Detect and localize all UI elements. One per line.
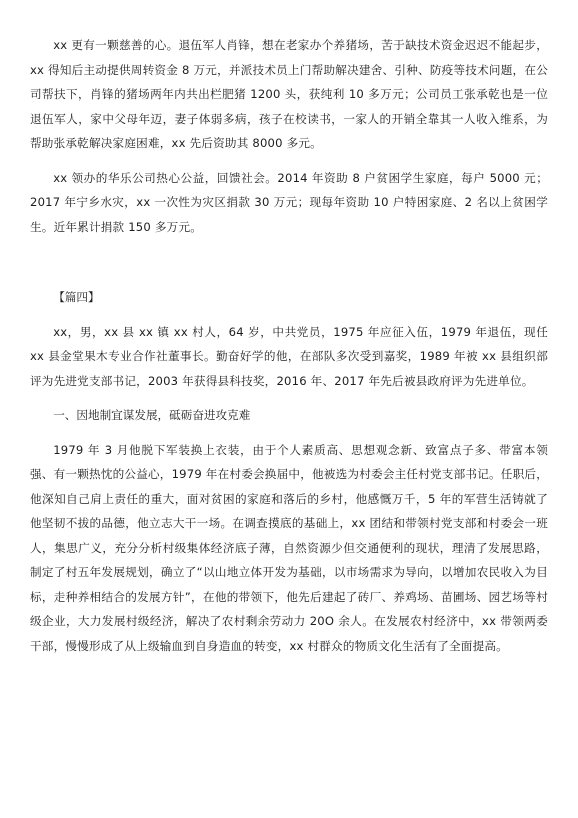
paragraph-body: 1979 年 3 月他脱下军装换上衣装，由于个人素质高、思想观念新、致富点子多、带富本领强、有一颗热忱的公益心，1979 年在村委会换届中，他被选为村委会主任村党支部书记。任职后，他深知自己肩上责任的重大，面对贫困的家庭和落后的乡村，他感慨万千，5 年的军营生活铸就了他坚韧不拔的品德，他立志大干一场。在调查摸底的基础上，xx 团结和带领村党支部和村委会一班人，集思广义，充分分析村级集体经济底子薄，自然资源少但交通便利的现状，理清了发展思路，制定了村五年发展规划，确立了“以山地立体开发为基础，以市场需求为导向，以增加农民收入为目标，走种养相结合的发展方针”，在他的带领下，他先后建起了砖厂、养鸡场、苗圃场、园艺场等村级企业，大力发展村级经济，解决了农村剩余劳动力 20O 余人。在发展农村经济中，xx 带领两委干部，慢慢形成了从上级输血到自身造血的转变，xx 村群众的物质文化生活有了全面提高。 — [30, 442, 548, 653]
subheading: 一、因地制宜谋发展，砥砺奋进攻克难 — [53, 408, 251, 422]
section-label: 【篇四】 — [53, 290, 100, 304]
paragraph-charity: xx 更有一颗慈善的心。退伍军人肖锋，想在老家办个养猪场，苦于缺技术资金迟迟不能起步，xx 得知后主动提供周转资金 8 万元，并派技术员上门帮助解决建舍、引种、防疫等技术问题，在公司帮扶下，肖锋的猪场两年内共出栏肥猪 1200 头，获纯利 10 多万元；公司员工张承乾也是一位退伍军人，家中父母年迈，妻子体弱多病，孩子在校读书，一家人的开销全靠其一人收入维系，为帮助张承乾解决家庭困难，xx 先后资助其 8000 多元。 — [30, 38, 548, 150]
paragraph-spacer — [30, 428, 548, 438]
paragraph-public-welfare: xx 领办的华乐公司热心公益，回馈社会。2014 年资助 8 户贫困学生家庭，每户 5000 元；2017 年宁乡水灾，xx 一次性为灾区捐款 30 万元；现每年资助 10 户特困家庭、2 名以上贫困学生。近年累计捐款 150 多万元。 — [30, 170, 548, 234]
paragraph-spacer — [30, 310, 548, 320]
paragraph-spacer — [30, 393, 548, 403]
paragraph-spacer — [30, 156, 548, 166]
section-spacer — [30, 239, 548, 285]
paragraph-intro: xx，男，xx 县 xx 镇 xx 村人，64 岁，中共党员，1975 年应征入伍，1979 年退伍，现任 xx 县金堂果木专业合作社董事长。勤奋好学的他，在部队多次受到嘉奖，1989 年被 xx 县组织部评为先进党支部书记，2003 年获得县科技奖，2016 年、2017 年先后被县政府评为先进单位。 — [30, 324, 548, 388]
